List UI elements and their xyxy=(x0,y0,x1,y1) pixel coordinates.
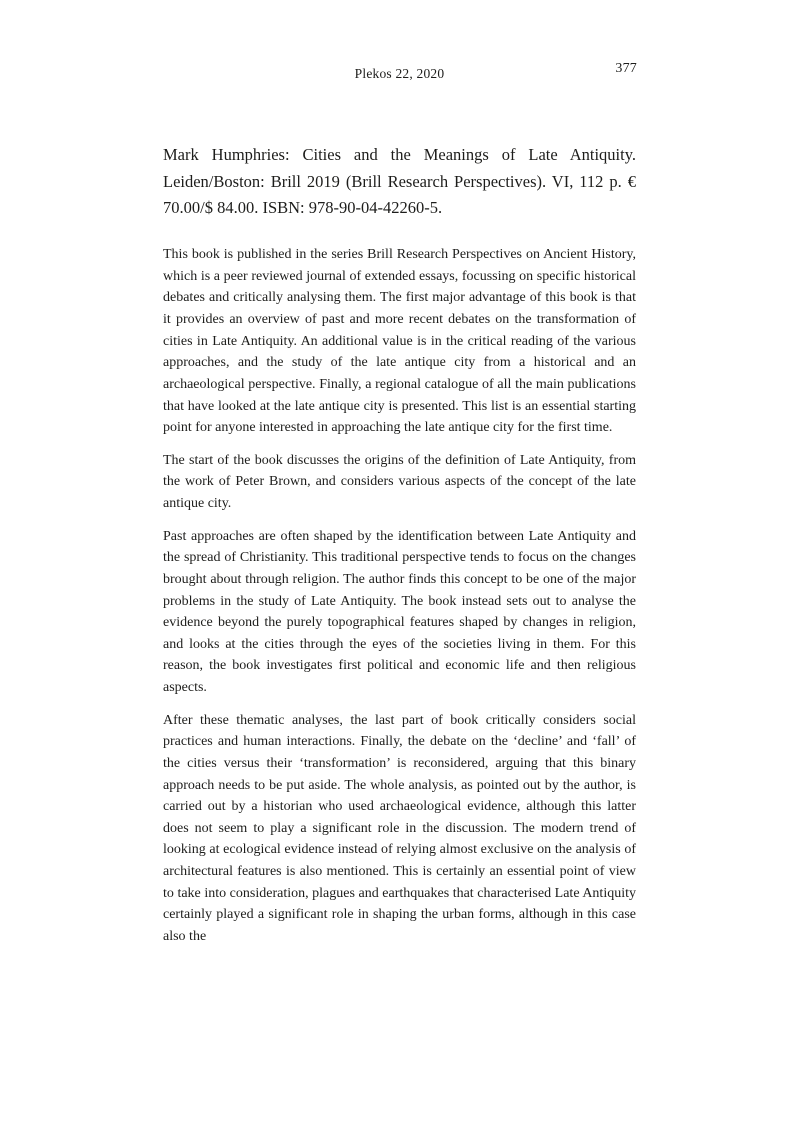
review-paragraph-1: This book is published in the series Brill Research Perspectives on Ancient History, which is a peer reviewed journal of extended essays, focussing on specific historical debates and critically analysing them. The first major advantage of this book is that it provides an overview of past and more recent debates on the transformation of cities in Late Antiquity. An additional value is in the critical reading of the various approaches, and the study of the late antique city from a historical and an archaeological perspective. Finally, a regional catalogue of all the main publications that have looked at the late antique city is presented. This list is an essential starting point for anyone interested in approaching the late antique city for the first time. xyxy=(163,247,636,436)
page-header xyxy=(162,61,637,82)
review-content xyxy=(163,142,636,959)
page-number: 377 xyxy=(615,61,637,76)
review-heading: Mark Humphries: Cities and the Meanings of Late Antiquity. Leiden/Boston: Brill 2019 (Brill Research Perspectives). VI, 112 p. € 70.00/$ 84.00. ISBN: 978-90-04-42260-5. xyxy=(163,145,636,218)
journal-header: Plekos 22, 2020 xyxy=(354,66,445,81)
review-paragraph-2: The start of the book discusses the origins of the definition of Late Antiquity, from the work of Peter Brown, and considers various aspects of the concept of the late antique city. xyxy=(163,452,636,512)
review-paragraph-4: After these thematic analyses, the last part of book critically considers social practices and human interactions. Finally, the debate on the ‘decline’ and ‘fall’ of the cities versus their ‘transformation’ is reconsidered, arguing that this binary approach needs to be put aside. The whole analysis, as pointed out by the author, is carried out by a historian who used archaeological evidence, although this latter does not seem to play a significant role in the discussion. The modern trend of looking at ecological evidence instead of relying almost exclusive on the analysis of architectural features is also mentioned. This is certainly an essential point of view to take into consideration, plagues and earthquakes that characterised Late Antiquity certainly played a significant role in shaping the urban forms, although in this case also the xyxy=(163,712,636,944)
review-paragraph-3: Past approaches are often shaped by the identification between Late Antiquity and the spread of Christianity. This traditional perspective tends to focus on the changes brought about through religion. The author finds this concept to be one of the major problems in the study of Late Antiquity. The book instead sets out to analyse the evidence beyond the purely topographical features shaped by changes in religion, and looks at the cities through the eyes of the societies living in them. For this reason, the book investigates first political and economic life and then religious aspects. xyxy=(163,528,636,696)
